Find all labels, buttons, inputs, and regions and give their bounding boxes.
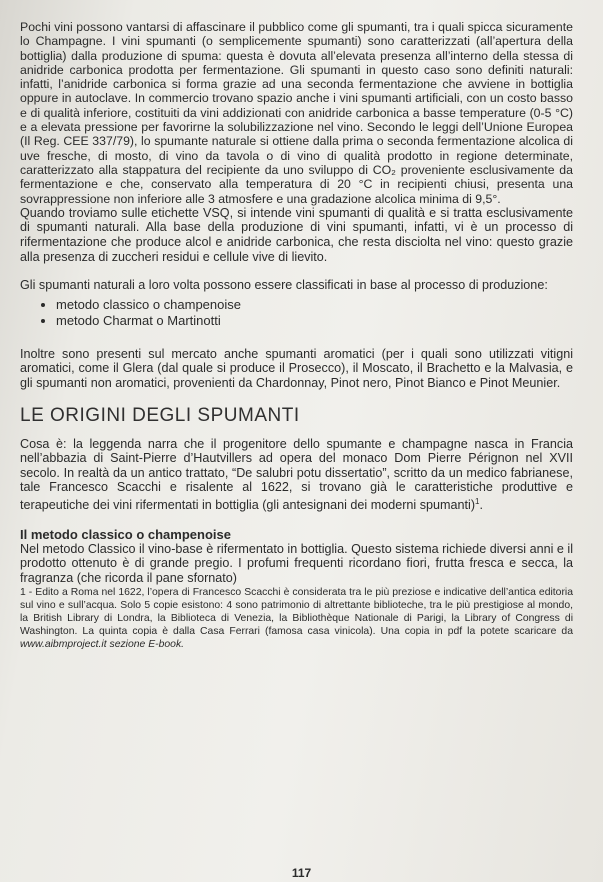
spacer xyxy=(20,329,573,347)
classic-method-paragraph: Nel metodo Classico il vino-base è rifermentato in bottiglia. Questo sistema richiede diversi anni e il prodotto ottenuto è di grande pregio. I profumi frequenti ricordano fiori, frutta fresca e secca, la fragranza (che ricorda il pane sfornato) xyxy=(20,541,573,585)
vsq-paragraph: Quando troviamo sulle etichette VSQ, si intende vini spumanti di qualità e si tratta esclusivamente di spumanti naturali. Alla base della produzione di vini spumanti, infatti, vi è un processo di rifermentazione che produce alcol e anidride carbonica, che resta disciolta nel vino: questo grazie alla presenza di zuccheri residui e cellule vive di lievito. xyxy=(20,205,573,264)
footnote xyxy=(20,586,573,651)
footnote-reference: 1 xyxy=(475,496,480,506)
origins-text: Cosa è: la leggenda narra che il progenitore dello spumante e champagne nasca in Francia nell’abbazia di Saint-Pierre d’Hautvillers ad opera del monaco Dom Pierre Pérignon nel XVII secolo. In realtà da un antico trattato, “De salubri potu dissertatio”, scritto da un medico fabrianese, tale Francesco Scacchi e risalente al 1622, si trovano già le caratteristiche produttive e terapeutiche dei vini rifermentati in bottiglia (gli antesignani dei moderni spumanti) xyxy=(20,436,573,513)
subsection-title: Il metodo classico o champenoise xyxy=(20,526,231,542)
page-number: 117 xyxy=(291,866,312,880)
methods-list xyxy=(20,297,573,329)
list-item-method-classic: • metodo classico o champenoise xyxy=(56,297,573,313)
footnote-tail: sezione E-book. xyxy=(109,638,185,650)
section-title: LE ORIGINI DEGLI SPUMANTI xyxy=(20,404,300,426)
intro-paragraph: Pochi vini possono vantarsi di affascinare il pubblico come gli spumanti, tra i quali spicca sicuramente lo Champagne. I vini spumanti (o semplicemente spumanti) sono caratterizzati (all’apertura della bottiglia) dalla produzione di spuma: questa è dovuta all’elevata presenza all’interno della stessa di anidride carbonica prodotta per fermentazione. Gli spumanti in questo caso sono definiti naturali: infatti, l’anidride carbonica si forma grazie ad una seconda fermentazione che avviene in bottiglia oppure in autoclave. In commercio trovano spazio anche i vini spumanti artificiali, con un costo basso e di qualità inferiore, costituiti da vini addizionati con anidride carbonica a basse temperature (0-5 °C) e a elevata pressione per favorirne la solubilizzazione nel vino. Secondo le leggi dell’Unione Europea (Il Reg. CEE 337/79), lo spumante naturale si ottiene dalla prima o seconda fermentazione alcolica di uve fresche, di mosto, di vino da tavola o di vino di qualità prodotto in regione determinate, caratterizzato alla stappatura del recipiente da uno sviluppo di CO₂ proveniente esclusivamente da fermentazione e che, conservato alla temperatura di 20 °C in recipienti chiusi, presenta una sovrappressione non inferiore alle 3 atmosfere e una gradazione alcolica minima di 9,5°. xyxy=(20,20,573,206)
classification-paragraph: Gli spumanti naturali a loro volta possono essere classificati in base al processo di produzione: xyxy=(20,278,548,293)
list-item-method-charmat: • metodo Charmat o Martinotti xyxy=(56,313,573,329)
aromatic-paragraph: Inoltre sono presenti sul mercato anche spumanti aromatici (per i quali sono utilizzati vitigni aromatici, come il Glera (dal quale si produce il Prosecco), il Moscato, il Brachetto e la Malvasia, e gli spumanti non aromatici, provenienti da Chardonnay, Pinot nero, Pinot Bianco e Pinot Meunier. xyxy=(20,346,573,391)
footnote-text: 1 - Edito a Roma nel 1622, l’opera di Francesco Scacchi è considerata tra le più preziose e indicative dell’antica editoria sul vino e sull’acqua. Solo 5 copie esistono: 4 sono patrimonio di altrettante biblioteche, tra le più prestigiose al mondo, la British Library di Londra, la Biblioteca di Venezia, la Bibliothèque Nationale di Parigi, la Library of Congress di Washington. La quinta copia è dalla Casa Ferrari (famosa casa vinicola). Una copia in pdf la potete scaricare da xyxy=(20,586,573,637)
origins-paragraph: Cosa è: la leggenda narra che il progenitore dello spumante e champagne nasca in Francia nell’abbazia di Saint-Pierre d’Hautvillers ad opera del monaco Dom Pierre Pérignon nel XVII secolo. In realtà da un antico trattato, “De salubri potu dissertatio”, scritto da un medico fabrianese, tale Francesco Scacchi e risalente al 1622, si trovano già le caratteristiche produttive e terapeutiche dei vini rifermentati in bottiglia (gli antesignani dei moderni spumanti)$^1$. xyxy=(20,436,573,513)
footnote-link[interactable]: www.aibmproject.it xyxy=(20,638,107,650)
spacer xyxy=(20,264,573,278)
spacer xyxy=(20,513,573,527)
